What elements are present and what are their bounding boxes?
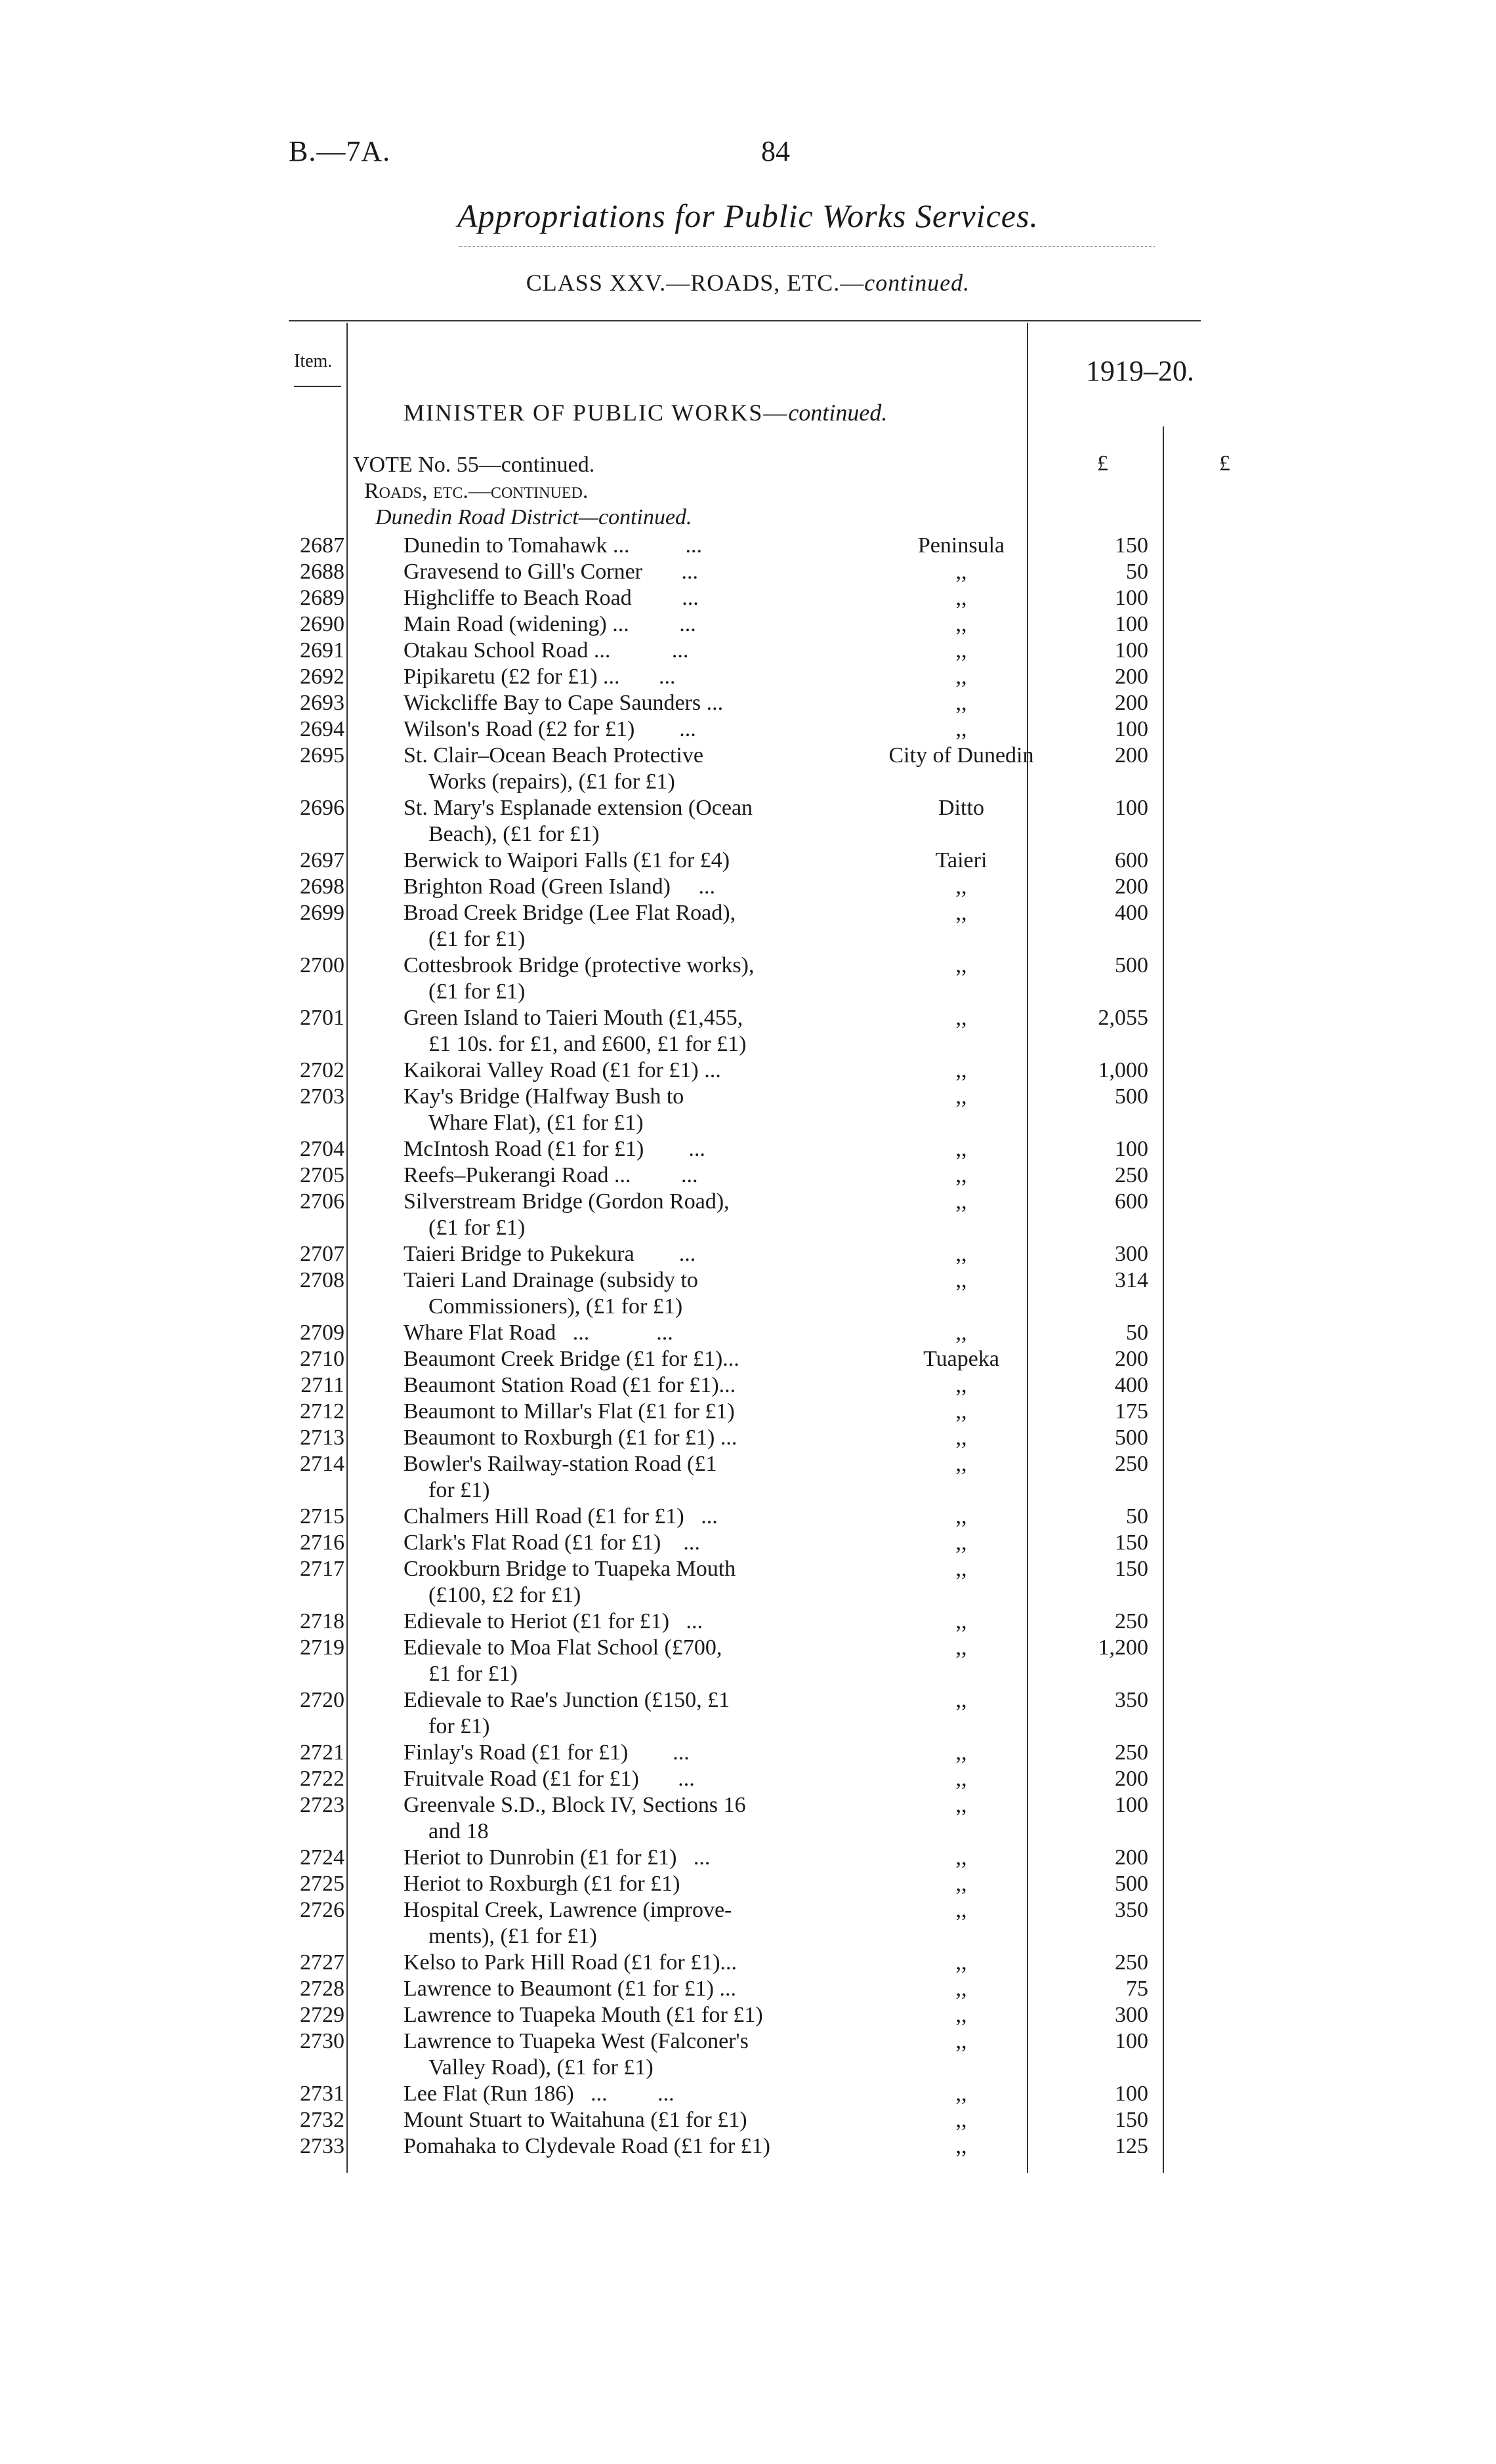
- description-line: Kay's Bridge (Halfway Bush to: [404, 1084, 684, 1109]
- district-name: ,,: [955, 1872, 967, 1896]
- item-description: [404, 585, 837, 611]
- pound-header-right: £: [1219, 451, 1230, 476]
- description-line: Lawrence to Beaumont (£1 for £1) ...: [404, 1977, 736, 2001]
- district-name: ,,: [955, 638, 967, 663]
- district-name: ,,: [955, 1268, 967, 1292]
- table-row: [0, 1451, 1496, 1504]
- description-line: Gravesend to Gill's Corner ...: [404, 560, 698, 584]
- item-description: [404, 795, 837, 848]
- item-description: [404, 559, 837, 585]
- description-line: Wilson's Road (£2 for £1) ...: [404, 717, 696, 741]
- amount: 200: [1115, 1767, 1148, 1791]
- description-line: Finlay's Road (£1 for £1) ...: [404, 1740, 690, 1765]
- description-line: Broad Creek Bridge (Lee Flat Road),: [404, 901, 736, 925]
- amount: 100: [1115, 1137, 1148, 1161]
- item-description: [404, 874, 837, 900]
- description-line: Beaumont Station Road (£1 for £1)...: [404, 1373, 736, 1397]
- description-line: Taieri Bridge to Pukekura ...: [404, 1242, 696, 1266]
- item-description: [404, 1766, 837, 1792]
- page-title: Appropriations for Public Works Services.: [457, 197, 1039, 234]
- minister-heading-main: MINISTER OF PUBLIC WORKS—: [404, 400, 789, 426]
- item-number: 2715: [300, 1504, 344, 1529]
- amount: 50: [1126, 560, 1148, 584]
- item-description: [404, 1687, 837, 1740]
- item-description: [404, 638, 837, 664]
- district-name: ,,: [955, 1242, 967, 1266]
- item-number: 2729: [300, 2003, 344, 2027]
- item-description: [404, 743, 837, 795]
- table-row: [0, 1556, 1496, 1609]
- item-header-underline: [294, 386, 341, 387]
- description-line: Crookburn Bridge to Tuapeka Mouth: [404, 1557, 736, 1581]
- item-description: [404, 1162, 837, 1189]
- item-description: [404, 2028, 837, 2081]
- description-line: Main Road (widening) ... ...: [404, 612, 696, 636]
- amount: 300: [1115, 2003, 1148, 2027]
- item-description: [404, 1372, 837, 1399]
- amount: 500: [1115, 1426, 1148, 1450]
- amount: 200: [1115, 1845, 1148, 1870]
- amount: 150: [1115, 1557, 1148, 1581]
- district-name: ,,: [955, 1504, 967, 1529]
- amount: 2,055: [1098, 1006, 1148, 1030]
- table-row: [0, 1005, 1496, 1057]
- roads-line: Roads, etc.—continued.: [364, 479, 589, 503]
- pound-header-left: £: [1097, 451, 1108, 476]
- item-description: [404, 1635, 837, 1687]
- item-description: [404, 1320, 837, 1346]
- item-number: 2717: [300, 1557, 344, 1581]
- item-description: [404, 900, 837, 953]
- description-line: for £1): [428, 1714, 490, 1738]
- item-number: 2721: [300, 1740, 344, 1765]
- description-line: Silverstream Bridge (Gordon Road),: [404, 1189, 730, 1214]
- district-name: ,,: [955, 2082, 967, 2106]
- description-line: Beaumont to Millar's Flat (£1 for £1): [404, 1399, 735, 1424]
- item-number: 2705: [300, 1163, 344, 1187]
- district-name: ,,: [955, 1767, 967, 1791]
- item-description: [404, 848, 837, 874]
- amount: 500: [1115, 953, 1148, 977]
- description-line: Valley Road), (£1 for £1): [428, 2055, 654, 2080]
- district-name: ,,: [955, 1845, 967, 1870]
- description-line: (£1 for £1): [428, 1216, 526, 1240]
- amount: 300: [1115, 1242, 1148, 1266]
- description-line: Hospital Creek, Lawrence (improve-: [404, 1898, 732, 1922]
- item-description: [404, 1976, 837, 2002]
- district-name: ,,: [955, 901, 967, 925]
- item-number: 2718: [300, 1609, 344, 1633]
- table-row: [0, 900, 1496, 953]
- item-number: 2709: [300, 1321, 344, 1345]
- item-description: [404, 716, 837, 743]
- district-name: ,,: [955, 1609, 967, 1633]
- vote-line: VOTE No. 55—continued.: [353, 453, 595, 477]
- item-number: 2706: [300, 1189, 344, 1214]
- item-description: [404, 1136, 837, 1162]
- amount: 100: [1115, 2082, 1148, 2106]
- district-name: City of Dunedin: [888, 743, 1034, 768]
- district-name: ,,: [955, 1084, 967, 1109]
- amount: 200: [1115, 1347, 1148, 1371]
- item-number: 2713: [300, 1426, 344, 1450]
- item-number: 2692: [300, 665, 344, 689]
- item-number: 2723: [300, 1793, 344, 1817]
- amount: 100: [1115, 796, 1148, 820]
- description-line: Lawrence to Tuapeka West (Falconer's: [404, 2029, 749, 2053]
- description-line: Edievale to Heriot (£1 for £1) ...: [404, 1609, 703, 1633]
- title-divider: [459, 246, 1155, 247]
- item-description: [404, 2002, 837, 2028]
- description-line: Fruitvale Road (£1 for £1) ...: [404, 1767, 695, 1791]
- description-line: ments), (£1 for £1): [428, 1924, 597, 1948]
- item-description: [404, 1057, 837, 1084]
- description-line: Brighton Road (Green Island) ...: [404, 874, 715, 899]
- description-line: Dunedin to Tomahawk ... ...: [404, 533, 702, 558]
- item-number: 2727: [300, 1950, 344, 1975]
- district-name: ,,: [955, 874, 967, 899]
- item-number: 2693: [300, 691, 344, 715]
- item-number: 2698: [300, 874, 344, 899]
- amount: 1,200: [1098, 1635, 1148, 1660]
- item-description: [404, 953, 837, 1005]
- district-name: ,,: [955, 612, 967, 636]
- item-description: [404, 1740, 837, 1766]
- description-line: Kelso to Park Hill Road (£1 for £1)...: [404, 1950, 738, 1975]
- year-header: 1919–20.: [1086, 355, 1194, 387]
- item-description: [404, 1005, 837, 1057]
- item-number: 2694: [300, 717, 344, 741]
- amount: 400: [1115, 901, 1148, 925]
- minister-heading-continued: continued.: [788, 400, 888, 426]
- description-line: (£100, £2 for £1): [428, 1583, 581, 1607]
- item-number: 2719: [300, 1635, 344, 1660]
- amount: 100: [1115, 612, 1148, 636]
- amount: 150: [1115, 533, 1148, 558]
- district-name: ,,: [955, 1688, 967, 1712]
- item-number: 2731: [300, 2082, 344, 2106]
- description-line: Edievale to Moa Flat School (£700,: [404, 1635, 722, 1660]
- description-line: Heriot to Roxburgh (£1 for £1): [404, 1872, 680, 1896]
- description-line: Beaumont to Roxburgh (£1 for £1) ...: [404, 1426, 738, 1450]
- amount: 75: [1126, 1977, 1148, 2001]
- district-name: ,,: [955, 2108, 967, 2132]
- table-row: [0, 1792, 1496, 1845]
- item-number: 2707: [300, 1242, 344, 1266]
- description-line: £1 for £1): [428, 1662, 518, 1686]
- item-number: 2704: [300, 1137, 344, 1161]
- district-name: ,,: [955, 1530, 967, 1555]
- amount: 350: [1115, 1688, 1148, 1712]
- description-line: Berwick to Waipori Falls (£1 for £4): [404, 848, 730, 873]
- item-description: [404, 1241, 837, 1267]
- item-number: 2689: [300, 586, 344, 610]
- amount: 175: [1115, 1399, 1148, 1424]
- district-name: ,,: [955, 1452, 967, 1476]
- amount: 200: [1115, 874, 1148, 899]
- district-name: ,,: [955, 1557, 967, 1581]
- description-line: Lawrence to Tuapeka Mouth (£1 for £1): [404, 2003, 763, 2027]
- document-reference: B.—7A.: [289, 135, 391, 167]
- amount: 250: [1115, 1452, 1148, 1476]
- description-line: and 18: [428, 1819, 489, 1843]
- amount: 150: [1115, 2108, 1148, 2132]
- table-row: [0, 1687, 1496, 1740]
- item-number: 2695: [300, 743, 344, 768]
- description-line: (£1 for £1): [428, 979, 526, 1004]
- amount: 250: [1115, 1950, 1148, 1975]
- description-line: St. Clair–Ocean Beach Protective: [404, 743, 703, 768]
- district-name: ,,: [955, 2003, 967, 2027]
- item-number: 2732: [300, 2108, 344, 2132]
- description-line: £1 10s. for £1, and £600, £1 for £1): [428, 1032, 747, 1056]
- description-line: Cottesbrook Bridge (protective works),: [404, 953, 755, 977]
- district-name: ,,: [955, 560, 967, 584]
- item-number: 2699: [300, 901, 344, 925]
- table-top-rule: [289, 320, 1201, 321]
- item-description: [404, 1530, 837, 1556]
- description-line: Edievale to Rae's Junction (£150, £1: [404, 1688, 730, 1712]
- item-description: [404, 1267, 837, 1320]
- district-line: Dunedin Road District—continued.: [375, 505, 692, 529]
- item-number: 2687: [300, 533, 344, 558]
- table-row: [0, 1267, 1496, 1320]
- district-name: ,,: [955, 1189, 967, 1214]
- description-line: Mount Stuart to Waitahuna (£1 for £1): [404, 2108, 747, 2132]
- district-name: ,,: [955, 665, 967, 689]
- table-row: [0, 1897, 1496, 1950]
- description-line: Wickcliffe Bay to Cape Saunders ...: [404, 691, 724, 715]
- amount: 100: [1115, 638, 1148, 663]
- item-description: [404, 664, 837, 690]
- item-number: 2688: [300, 560, 344, 584]
- table-row: [0, 2028, 1496, 2081]
- item-number: 2703: [300, 1084, 344, 1109]
- amount: 500: [1115, 1084, 1148, 1109]
- item-description: [404, 1871, 837, 1897]
- description-line: for £1): [428, 1478, 490, 1502]
- item-description: [404, 2133, 837, 2160]
- class-heading: [0, 269, 1496, 297]
- description-line: Reefs–Pukerangi Road ... ...: [404, 1163, 698, 1187]
- description-line: Whare Flat), (£1 for £1): [428, 1111, 644, 1135]
- district-name: ,,: [955, 586, 967, 610]
- item-number: 2730: [300, 2029, 344, 2053]
- item-description: [404, 1451, 837, 1504]
- description-line: Taieri Land Drainage (subsidy to: [404, 1268, 698, 1292]
- item-number: 2728: [300, 1977, 344, 2001]
- amount: 50: [1126, 1504, 1148, 1529]
- district-name: ,,: [955, 2134, 967, 2158]
- description-line: Highcliffe to Beach Road ...: [404, 586, 699, 610]
- amount: 100: [1115, 2029, 1148, 2053]
- description-line: Kaikorai Valley Road (£1 for £1) ...: [404, 1058, 721, 1082]
- amount: 150: [1115, 1530, 1148, 1555]
- item-number: 2712: [300, 1399, 344, 1424]
- description-line: Pipikaretu (£2 for £1) ... ...: [404, 665, 676, 689]
- item-number: 2722: [300, 1767, 344, 1791]
- district-name: ,,: [955, 1740, 967, 1765]
- district-name: ,,: [955, 1321, 967, 1345]
- amount: 100: [1115, 1793, 1148, 1817]
- item-description: [404, 1346, 837, 1372]
- item-number: 2716: [300, 1530, 344, 1555]
- table-row: [0, 953, 1496, 1005]
- district-name: Taieri: [935, 848, 987, 873]
- description-line: (£1 for £1): [428, 927, 526, 951]
- item-description: [404, 2107, 837, 2133]
- district-name: ,,: [955, 1793, 967, 1817]
- table-row: [0, 795, 1496, 848]
- district-name: Tuapeka: [923, 1347, 999, 1371]
- class-heading-main: CLASS XXV.—ROADS, ETC.—: [526, 270, 865, 296]
- description-line: Bowler's Railway-station Road (£1: [404, 1452, 717, 1476]
- item-number: 2708: [300, 1268, 344, 1292]
- district-name: ,,: [955, 2029, 967, 2053]
- district-name: ,,: [955, 1950, 967, 1975]
- description-line: Heriot to Dunrobin (£1 for £1) ...: [404, 1845, 711, 1870]
- table-row: [0, 743, 1496, 795]
- district-name: ,,: [955, 691, 967, 715]
- district-name: ,,: [955, 717, 967, 741]
- amount: 200: [1115, 691, 1148, 715]
- amount: 200: [1115, 665, 1148, 689]
- amount: 1,000: [1098, 1058, 1148, 1082]
- description-line: Lee Flat (Run 186) ... ...: [404, 2082, 675, 2106]
- amount: 350: [1115, 1898, 1148, 1922]
- table-row: [0, 1189, 1496, 1241]
- amount: 250: [1115, 1609, 1148, 1633]
- table-row: [0, 2133, 1496, 2186]
- item-number: 2725: [300, 1872, 344, 1896]
- amount: 50: [1126, 1321, 1148, 1345]
- district-name: ,,: [955, 953, 967, 977]
- table-row: [0, 1084, 1496, 1136]
- item-description: [404, 1845, 837, 1871]
- item-description: [404, 1084, 837, 1136]
- amount: 600: [1115, 848, 1148, 873]
- item-description: [404, 690, 837, 716]
- item-description: [404, 1950, 837, 1976]
- district-name: ,,: [955, 1137, 967, 1161]
- district-name: ,,: [955, 1163, 967, 1187]
- item-description: [404, 1399, 837, 1425]
- district-name: ,,: [955, 1898, 967, 1922]
- table-row: [0, 1635, 1496, 1687]
- amount: 314: [1115, 1268, 1148, 1292]
- item-number: 2690: [300, 612, 344, 636]
- district-name: ,,: [955, 1373, 967, 1397]
- item-number: 2700: [300, 953, 344, 977]
- description-line: Beaumont Creek Bridge (£1 for £1)...: [404, 1347, 739, 1371]
- item-number: 2711: [301, 1373, 344, 1397]
- district-name: ,,: [955, 1006, 967, 1030]
- district-name: ,,: [955, 1058, 967, 1082]
- item-description: [404, 533, 837, 559]
- amount: 400: [1115, 1373, 1148, 1397]
- district-name: ,,: [955, 1426, 967, 1450]
- item-number: 2691: [300, 638, 344, 663]
- district-name: Ditto: [938, 796, 984, 820]
- district-name: Peninsula: [917, 533, 1005, 558]
- item-description: [404, 1897, 837, 1950]
- district-name: ,,: [955, 1977, 967, 2001]
- district-name: ,,: [955, 1399, 967, 1424]
- item-description: [404, 1425, 837, 1451]
- amount: 125: [1115, 2134, 1148, 2158]
- item-number: 2702: [300, 1058, 344, 1082]
- item-number: 2720: [300, 1688, 344, 1712]
- amount: 100: [1115, 586, 1148, 610]
- amount: 100: [1115, 717, 1148, 741]
- description-line: Clark's Flat Road (£1 for £1) ...: [404, 1530, 700, 1555]
- item-description: [404, 1609, 837, 1635]
- amount: 600: [1115, 1189, 1148, 1214]
- description-line: Pomahaka to Clydevale Road (£1 for £1): [404, 2134, 770, 2158]
- amount: 250: [1115, 1740, 1148, 1765]
- item-description: [404, 1792, 837, 1845]
- item-number: 2714: [300, 1452, 344, 1476]
- item-description: [404, 611, 837, 638]
- item-column-header: Item.: [294, 351, 333, 371]
- item-description: [404, 1189, 837, 1241]
- description-line: Whare Flat Road ... ...: [404, 1321, 673, 1345]
- district-name: ,,: [955, 1635, 967, 1660]
- description-line: Greenvale S.D., Block IV, Sections 16: [404, 1793, 746, 1817]
- item-description: [404, 1556, 837, 1609]
- item-number: 2733: [300, 2134, 344, 2158]
- amount: 250: [1115, 1163, 1148, 1187]
- class-heading-continued: continued.: [864, 270, 970, 296]
- item-description: [404, 2081, 837, 2107]
- page-number: 84: [761, 135, 790, 167]
- item-number: 2701: [300, 1006, 344, 1030]
- description-line: Green Island to Taieri Mouth (£1,455,: [404, 1006, 743, 1030]
- amount: 200: [1115, 743, 1148, 768]
- description-line: Works (repairs), (£1 for £1): [428, 770, 675, 794]
- amount: 500: [1115, 1872, 1148, 1896]
- description-line: St. Mary's Esplanade extension (Ocean: [404, 796, 753, 820]
- description-line: Beach), (£1 for £1): [428, 822, 600, 846]
- item-description: [404, 1504, 837, 1530]
- item-number: 2726: [300, 1898, 344, 1922]
- description-line: Chalmers Hill Road (£1 for £1) ...: [404, 1504, 718, 1529]
- description-line: McIntosh Road (£1 for £1) ...: [404, 1137, 705, 1161]
- item-number: 2697: [300, 848, 344, 873]
- item-number: 2710: [300, 1347, 344, 1371]
- description-line: Commissioners), (£1 for £1): [428, 1294, 683, 1319]
- item-number: 2724: [300, 1845, 344, 1870]
- item-number: 2696: [300, 796, 344, 820]
- minister-heading: [404, 399, 887, 426]
- description-line: Otakau School Road ... ...: [404, 638, 689, 663]
